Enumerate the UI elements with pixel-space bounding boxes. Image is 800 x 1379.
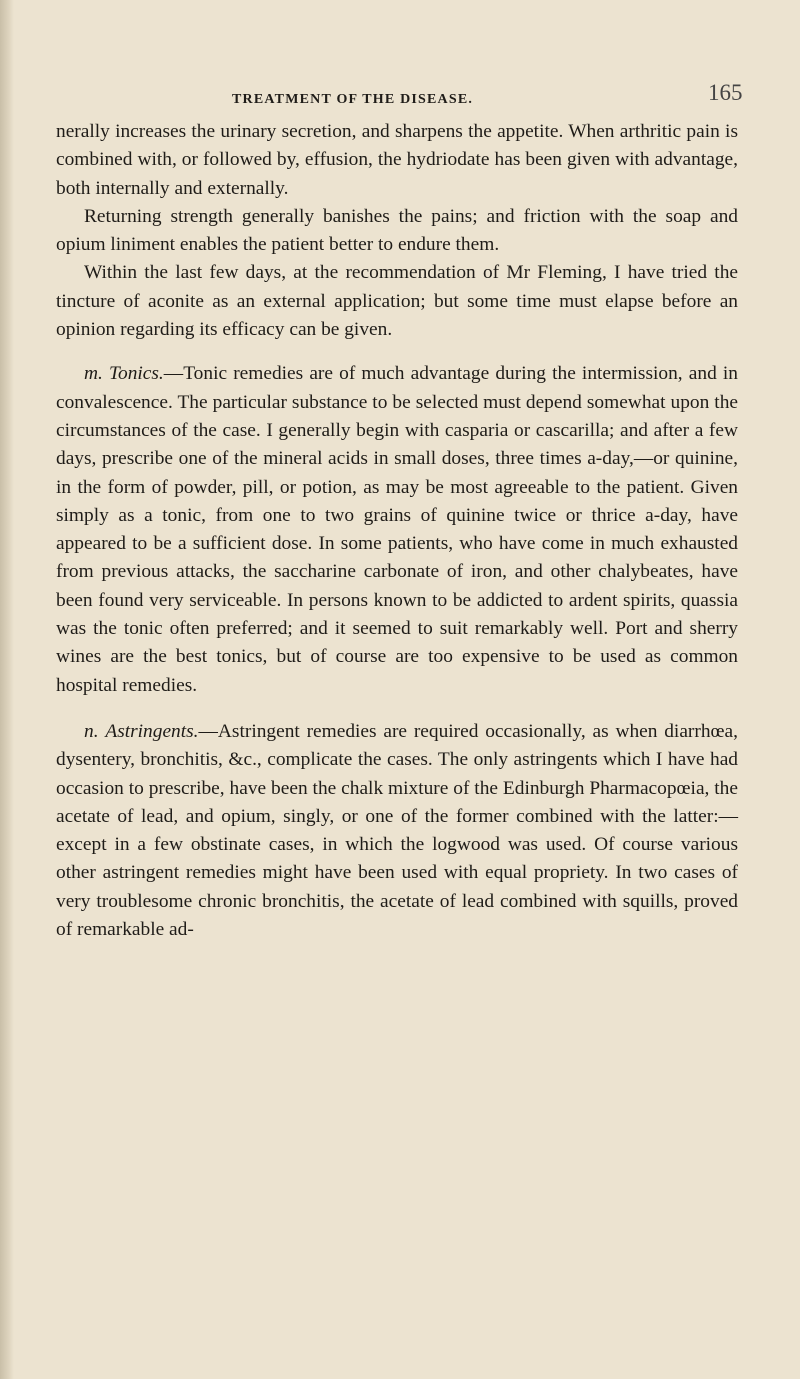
section-letter: m. bbox=[84, 363, 103, 385]
paragraph-returning-strength: Returning strength generally banishes the pains; and friction with the soap and opium liniment enables the patient better to endure them. bbox=[56, 205, 738, 256]
paragraph-continuation: nerally increases the urinary secretion, and sharpens the appetite. When arthritic pain is combined with, or followed by, effusion, the hydriodate has been given with advantage, both internally and externally. bbox=[56, 121, 738, 199]
paragraph-aconite: Within the last few days, at the recommendation of Mr Fleming, I have tried the tincture of aconite as an external application; but some time must elapse before an opinion regarding its efficacy can be given. bbox=[56, 262, 738, 341]
section-text: —Tonic remedies are of much advantage during the intermission, and in convalescence. The particular substance to be selected must depend somewhat upon the circumstances of the case. I generally begin with casparia or cascarilla; and after a few days, prescribe one of the mineral acids in small doses, three times a-day,—or quinine, in the form of powder, pill, or potion, as may be most agreeable to the patient. Given simply as a tonic, from one to two grains of quinine twice or thrice a-day, have appeared to be a sufficient dose. In some patients, who have come in much exhausted from previous attacks, the saccharine carbonate of iron, and other chalybeates, have been found very serviceable. In persons known to be addicted to ardent spirits, quassia was the tonic often preferred; and it seemed to suit remarkably well. Port and sherry wines are the best tonics, but of course are too expensive to be used as common hospital remedies. bbox=[56, 363, 738, 696]
section-title: Astringents. bbox=[105, 720, 199, 742]
page-header bbox=[0, 76, 800, 106]
page-number: 165 bbox=[708, 80, 743, 105]
body-text bbox=[56, 118, 738, 944]
running-head: TREATMENT OF THE DISEASE. bbox=[232, 92, 474, 107]
section-text: —Astringent remedies are required occasionally, as when diarrhœa, dysentery, bronchitis, &c., complicate the cases. The only astringents which I have had occasion to prescribe, have been the chalk mixture of the Edinburgh Pharmacopœia, the acetate of lead, and opium, singly, or one of the former combined with the latter:—except in a few obstinate cases, in which the logwood was used. Of course various other astringent remedies might have been used with equal propriety. In two cases of very troublesome chronic bronchitis, the acetate of lead combined with squills, proved of remarkable ad- bbox=[56, 720, 738, 941]
section-tonics bbox=[56, 360, 738, 700]
section-astringents bbox=[56, 718, 738, 944]
section-letter: n. bbox=[84, 720, 99, 742]
section-title: Tonics. bbox=[109, 363, 164, 385]
page-edge-shadow bbox=[0, 0, 14, 1379]
